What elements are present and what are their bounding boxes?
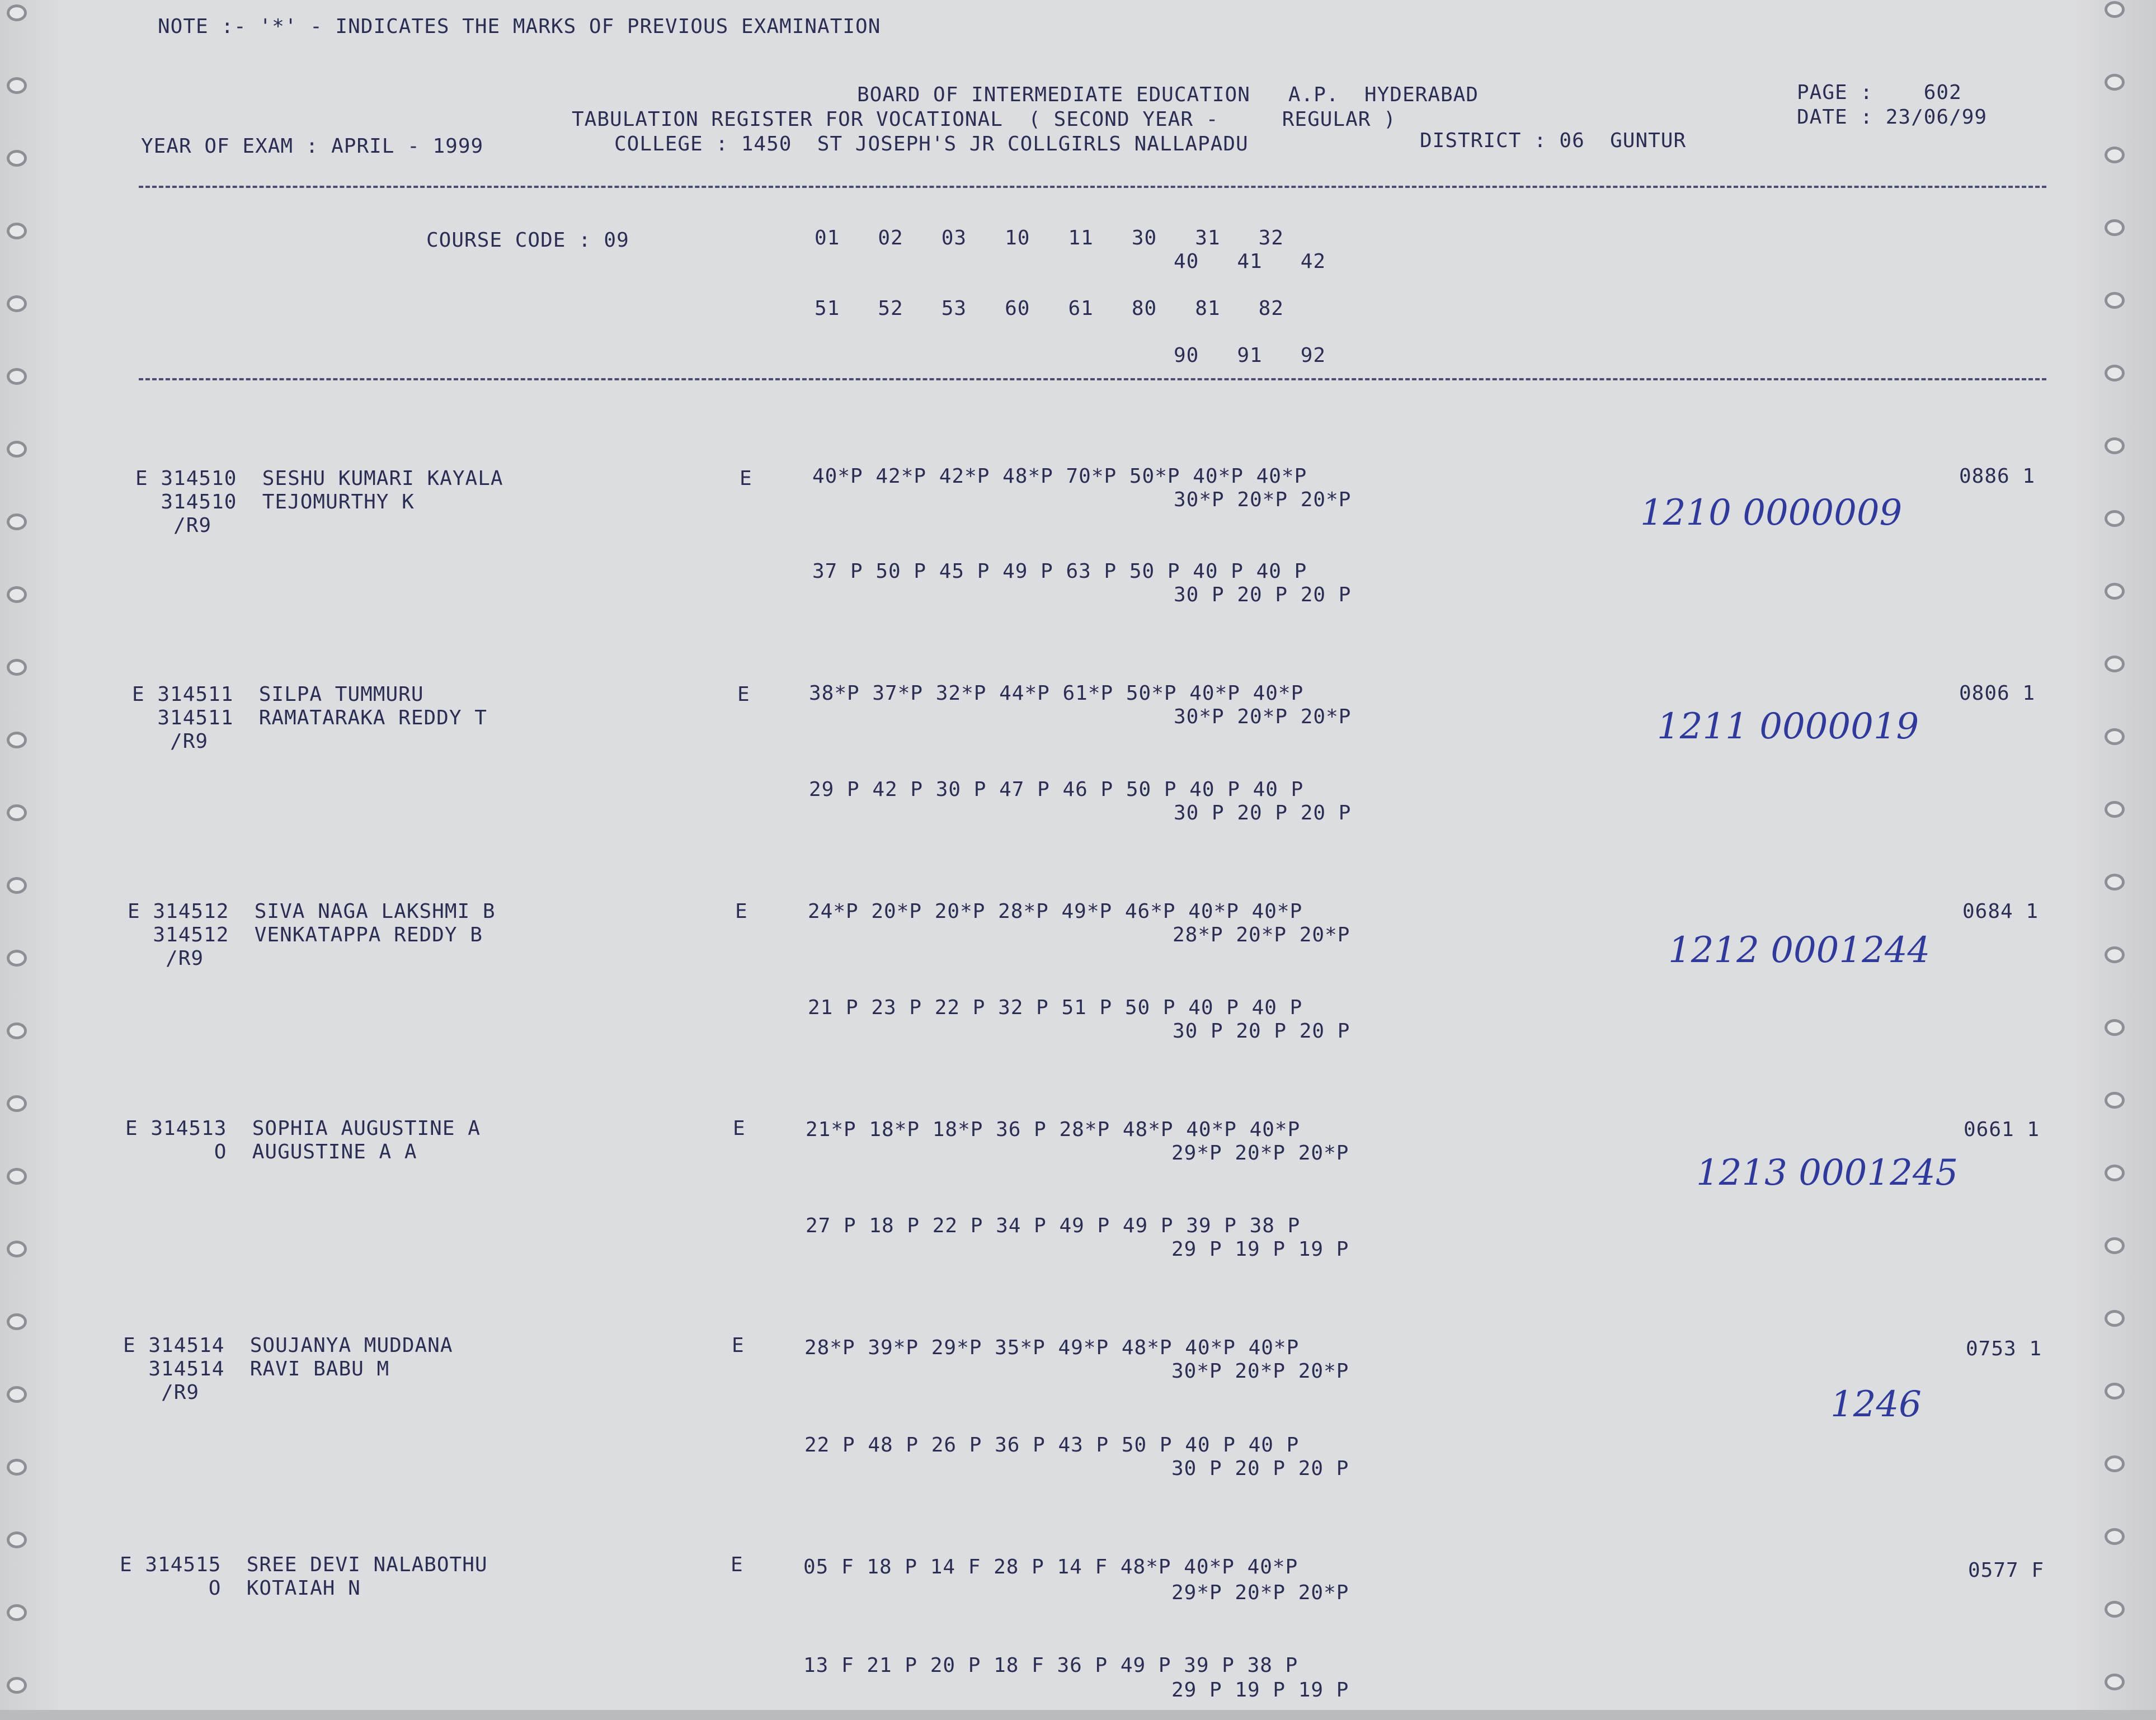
total-result: 0577 F — [1968, 1559, 2045, 1582]
marks-current-row1: 29 P 42 P 30 P 47 P 46 P 50 P 40 P 40 P — [809, 778, 1304, 801]
medium: E — [731, 1553, 743, 1576]
record-code: /R9 — [128, 947, 204, 970]
year-of-exam: YEAR OF EXAM : APRIL - 1999 — [141, 135, 484, 158]
total-result: 0684 1 — [1962, 900, 2039, 923]
parent-name-line: O KOTAIAH N — [120, 1577, 361, 1600]
student-name-line: E 314511 SILPA TUMMURU — [132, 683, 424, 706]
marks-current-row1: 22 P 48 P 26 P 36 P 43 P 50 P 40 P 40 P — [804, 1434, 1300, 1457]
medium: E — [737, 683, 750, 706]
parent-name-line: 314514 RAVI BABU M — [123, 1358, 390, 1380]
marks-previous-row2: 29*P 20*P 20*P — [1171, 1581, 1349, 1604]
college-info: COLLEGE : 1450 ST JOSEPH'S JR COLLGIRLS NALLAPADU — [614, 133, 1249, 155]
medium: E — [733, 1117, 746, 1140]
total-result: 0806 1 — [1959, 682, 2036, 705]
separator-top — [139, 186, 2046, 188]
marks-previous-row1: 40*P 42*P 42*P 48*P 70*P 50*P 40*P 40*P — [812, 465, 1307, 488]
print-date: DATE : 23/06/99 — [1797, 106, 1988, 129]
marks-current-row2: 29 P 19 P 19 P — [1171, 1679, 1349, 1702]
marks-previous-row1: 21*P 18*P 18*P 36 P 28*P 48*P 40*P 40*P — [806, 1118, 1301, 1141]
marks-previous-row1: 24*P 20*P 20*P 28*P 49*P 46*P 40*P 40*P — [808, 900, 1303, 923]
marks-previous-row2: 28*P 20*P 20*P — [1173, 923, 1350, 946]
handwritten-note: 1211 0000019 — [1657, 706, 1919, 747]
medium: E — [740, 467, 752, 490]
student-name-line: E 314514 SOUJANYA MUDDANA — [123, 1334, 453, 1357]
tractor-feed-holes-right — [2105, 0, 2149, 1720]
subject-codes-row1: 01 02 03 10 11 30 31 32 — [815, 227, 1284, 249]
subject-codes-row1b: 40 41 42 — [1174, 250, 1326, 273]
marks-current-row1: 27 P 18 P 22 P 34 P 49 P 49 P 39 P 38 P — [806, 1214, 1301, 1237]
student-name-line: E 314512 SIVA NAGA LAKSHMI B — [128, 900, 496, 923]
subject-codes-row3: 90 91 92 — [1174, 344, 1326, 367]
record-code: /R9 — [135, 514, 212, 537]
page-number: PAGE : 602 — [1797, 81, 1962, 104]
marks-previous-row1: 28*P 39*P 29*P 35*P 49*P 48*P 40*P 40*P — [804, 1336, 1300, 1359]
handwritten-note: 1213 0001245 — [1696, 1152, 1959, 1194]
parent-name-line: 314511 RAMATARAKA REDDY T — [132, 706, 487, 729]
record-code: /R9 — [132, 730, 209, 753]
medium: E — [735, 900, 748, 923]
total-result: 0753 1 — [1966, 1337, 2042, 1360]
marks-previous-row2: 29*P 20*P 20*P — [1171, 1142, 1349, 1165]
handwritten-note: 1210 0000009 — [1640, 492, 1903, 534]
parent-name-line: 314510 TEJOMURTHY K — [135, 491, 415, 513]
medium: E — [732, 1334, 745, 1357]
note-line: NOTE :- '*' - INDICATES THE MARKS OF PREVIOUS EXAMINATION — [158, 15, 881, 38]
marks-previous-row1: 38*P 37*P 32*P 44*P 61*P 50*P 40*P 40*P — [809, 682, 1304, 705]
student-name-line: E 314513 SOPHIA AUGUSTINE A — [125, 1117, 481, 1140]
subject-codes-row2: 51 52 53 60 61 80 81 82 — [815, 297, 1284, 320]
perforation-edge — [0, 1710, 2156, 1720]
district-info: DISTRICT : 06 GUNTUR — [1420, 129, 1687, 152]
marks-previous-row1: 05 F 18 P 14 F 28 P 14 F 48*P 40*P 40*P — [803, 1556, 1298, 1578]
marks-current-row2: 30 P 20 P 20 P — [1171, 1457, 1349, 1480]
tractor-feed-holes-left — [7, 0, 51, 1720]
marks-current-row2: 30 P 20 P 20 P — [1174, 583, 1352, 606]
parent-name-line: 314512 VENKATAPPA REDDY B — [128, 923, 483, 946]
marks-current-row2: 30 P 20 P 20 P — [1174, 802, 1352, 824]
marks-previous-row2: 30*P 20*P 20*P — [1171, 1360, 1349, 1383]
handwritten-note: 1246 — [1830, 1384, 1922, 1425]
course-code: COURSE CODE : 09 — [426, 229, 629, 252]
marks-current-row2: 29 P 19 P 19 P — [1171, 1238, 1349, 1261]
board-title: BOARD OF INTERMEDIATE EDUCATION A.P. HYDERABAD — [857, 83, 1479, 106]
total-result: 0661 1 — [1964, 1118, 2040, 1141]
total-result: 0886 1 — [1959, 465, 2036, 488]
marks-previous-row2: 30*P 20*P 20*P — [1174, 488, 1352, 511]
marks-current-row2: 30 P 20 P 20 P — [1173, 1020, 1350, 1043]
register-title: TABULATION REGISTER FOR VOCATIONAL ( SECOND YEAR - REGULAR ) — [572, 108, 1396, 131]
marks-previous-row2: 30*P 20*P 20*P — [1174, 705, 1352, 728]
marks-current-row1: 21 P 23 P 22 P 32 P 51 P 50 P 40 P 40 P — [808, 996, 1303, 1019]
handwritten-note: 1212 0001244 — [1668, 930, 1931, 971]
record-code: /R9 — [123, 1381, 200, 1404]
marks-current-row1: 13 F 21 P 20 P 18 F 36 P 49 P 39 P 38 P — [803, 1654, 1298, 1677]
student-name-line: E 314515 SREE DEVI NALABOTHU — [120, 1553, 488, 1576]
parent-name-line: O AUGUSTINE A A — [125, 1141, 417, 1163]
separator-bottom — [139, 378, 2046, 380]
marks-current-row1: 37 P 50 P 45 P 49 P 63 P 50 P 40 P 40 P — [812, 560, 1307, 583]
student-name-line: E 314510 SESHU KUMARI KAYALA — [135, 467, 503, 490]
